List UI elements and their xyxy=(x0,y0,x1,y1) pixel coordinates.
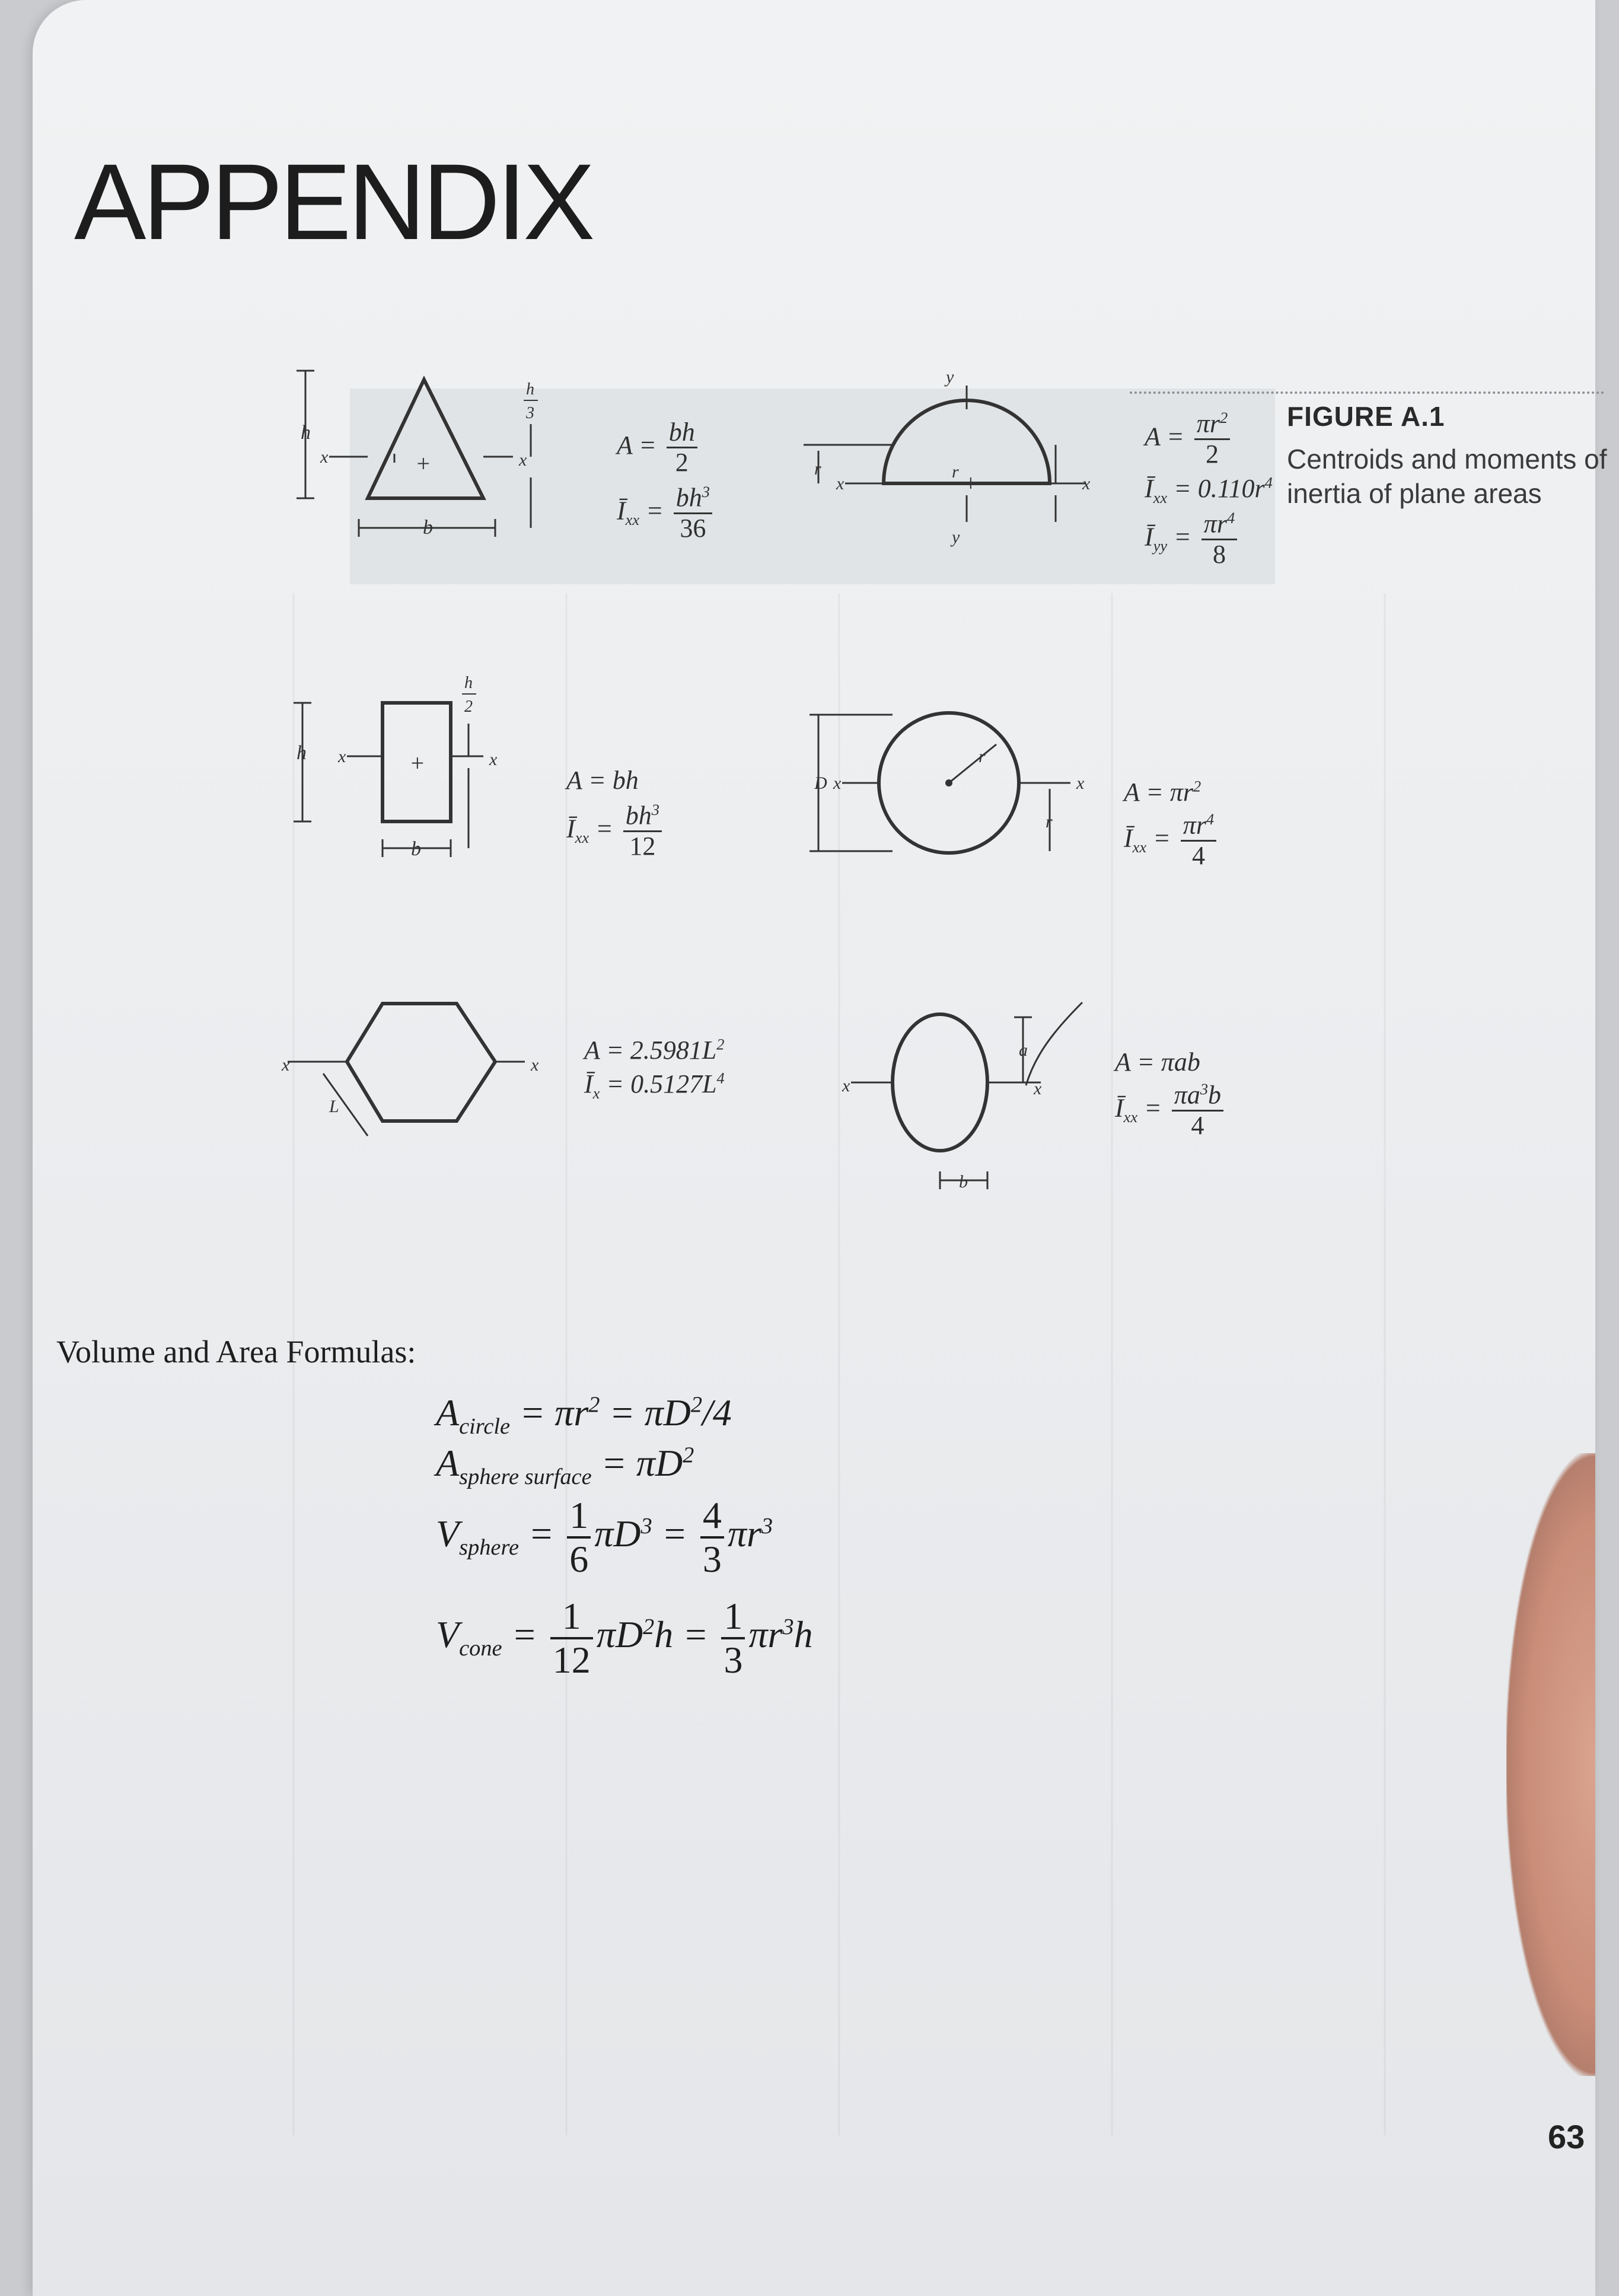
appendix-heading: APPENDIX xyxy=(74,141,592,262)
textbook-page xyxy=(33,0,1607,2296)
sphere-volume-equation: $V_{sphere}$ = $\frac{1}{6}$ $\pi D^3$ = $\frac{4}{3}$ $\pi r^3$ xyxy=(436,1494,773,1581)
ellipse-formulas xyxy=(1115,1047,1227,1140)
figure-label: FIGURE A.1 xyxy=(1287,401,1445,432)
svg-text:y: y xyxy=(946,367,954,387)
svg-text:+: + xyxy=(963,470,979,496)
rectangle-area-formula: A = bh xyxy=(566,766,639,795)
hexagon-area-formula: $A = 2.5981L^2$ xyxy=(584,1035,725,1065)
circle-area-formula: $A = \pi r^2$ xyxy=(1124,777,1201,807)
svg-text:x: x xyxy=(338,747,346,766)
triangle-area-formula: A = $\frac{bh}{2}$ xyxy=(617,418,716,477)
rectangle-diagram xyxy=(270,670,554,872)
svg-text:x: x xyxy=(836,474,844,493)
svg-text:r: r xyxy=(979,747,986,766)
page-number: 63 xyxy=(1548,2118,1585,2155)
svg-text:r: r xyxy=(814,459,821,479)
svg-text:y: y xyxy=(952,527,960,547)
triangle-formulas xyxy=(617,418,716,543)
svg-text:h: h xyxy=(526,380,534,399)
svg-text:x: x xyxy=(489,750,498,769)
semicircle-inertia-xx-formula: $Ī_{xx} = 0.110r^4$ xyxy=(1145,473,1273,507)
svg-text:+: + xyxy=(415,450,431,477)
dotted-rule xyxy=(1130,391,1604,394)
svg-text:r: r xyxy=(952,462,959,482)
rectangle-formulas xyxy=(566,765,665,861)
svg-text:x: x xyxy=(282,1055,290,1075)
svg-text:2: 2 xyxy=(464,698,473,716)
hexagon-formulas xyxy=(584,1035,725,1103)
ellipse-diagram xyxy=(804,991,1136,1210)
svg-text:b: b xyxy=(959,1172,968,1192)
sphere-surface-equation: $A_{sphere surface} = \pi D^2$ xyxy=(436,1442,694,1489)
ellipse-inertia-formula: $Ī_{xx}$ = $\frac{\pi a^3b}{4}$ xyxy=(1115,1081,1227,1140)
svg-text:+: + xyxy=(409,750,425,776)
semicircle-inertia-yy-formula: $Ī_{yy}$ = $\frac{\pi r^4}{8}$ xyxy=(1145,509,1273,569)
circle-formulas xyxy=(1124,777,1220,870)
svg-text:x: x xyxy=(1082,474,1091,493)
svg-text:b: b xyxy=(423,517,433,539)
semicircle-area-formula: A = $\frac{\pi r^2}{2}$ xyxy=(1145,409,1273,469)
circle-area-equation: $A_{circle} = \pi r^2 = \pi D^2/4$ xyxy=(436,1391,732,1439)
svg-text:L: L xyxy=(329,1097,339,1116)
triangle-inertia-formula: $Ī_{xx}$ = $\frac{bh^3}{36}$ xyxy=(617,483,716,543)
thumb-photo-overlay xyxy=(1506,1453,1595,2076)
circle-inertia-formula: $Ī_{xx}$ = $\frac{\pi r^4}{4}$ xyxy=(1124,811,1220,870)
ellipse-area-formula: A = πab xyxy=(1115,1047,1200,1077)
svg-text:a: a xyxy=(1019,1040,1028,1060)
hexagon-inertia-formula: $Ī_x = 0.5127L^4$ xyxy=(584,1069,725,1102)
svg-text:x: x xyxy=(531,1055,539,1075)
svg-text:x: x xyxy=(842,1076,850,1096)
svg-text:x: x xyxy=(320,447,329,467)
svg-text:3: 3 xyxy=(526,404,534,422)
svg-text:D: D xyxy=(814,773,827,793)
rectangle-inertia-formula: $Ī_{xx}$ = $\frac{bh^3}{12}$ xyxy=(566,801,665,861)
svg-text:h: h xyxy=(301,422,311,444)
svg-text:r: r xyxy=(1046,812,1053,832)
svg-text:b: b xyxy=(411,838,421,860)
svg-text:x: x xyxy=(833,773,842,793)
hexagon-diagram xyxy=(270,979,566,1151)
svg-text:x: x xyxy=(1034,1079,1042,1098)
svg-text:x: x xyxy=(519,450,527,470)
figure-caption: Centroids and moments of inertia of plane areas xyxy=(1287,444,1607,509)
semicircle-diagram xyxy=(774,367,1106,575)
svg-text:h: h xyxy=(464,674,473,692)
semicircle-formulas xyxy=(1145,409,1273,569)
circle-diagram xyxy=(774,700,1106,890)
triangle-diagram xyxy=(252,356,584,546)
svg-text:h: h xyxy=(297,742,307,764)
cone-volume-equation: $V_{cone}$ = $\frac{1}{12}$ $\pi D^2h$ = $\frac{1}{3}$ $\pi r^3h$ xyxy=(436,1595,813,1682)
svg-text:x: x xyxy=(1076,773,1085,793)
volume-area-heading: Volume and Area Formulas: xyxy=(56,1334,416,1370)
